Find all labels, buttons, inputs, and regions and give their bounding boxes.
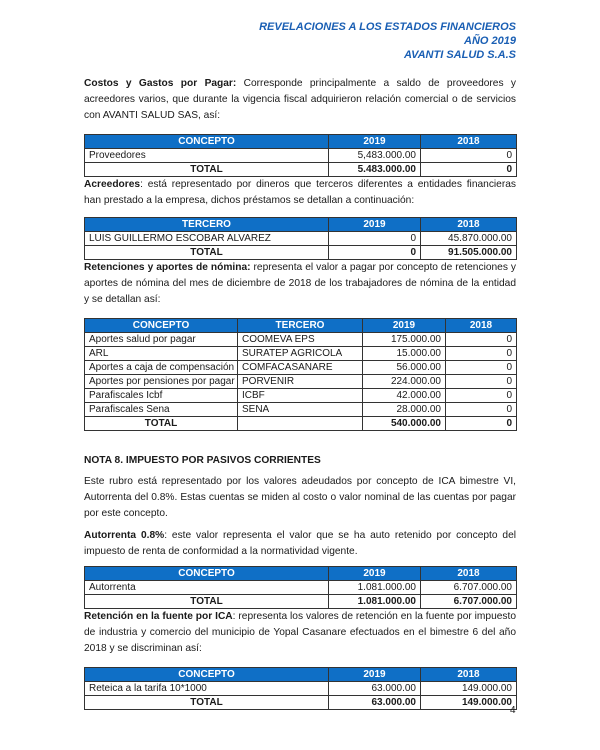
cell: 28.000.00 <box>363 403 446 417</box>
page-content <box>84 76 516 710</box>
cell: LUIS GUILLERMO ESCOBAR ALVAREZ <box>85 232 329 246</box>
cell: 63.000.00 <box>329 682 421 696</box>
cell: ICBF <box>238 389 363 403</box>
document-header <box>259 20 516 62</box>
cell: Parafiscales Sena <box>85 403 238 417</box>
col-header: 2019 <box>363 319 446 333</box>
table-row <box>85 232 517 246</box>
cell: 91.505.000.00 <box>421 246 517 260</box>
cell: Aportes a caja de compensación <box>85 361 238 375</box>
cell: 45.870.000.00 <box>421 232 517 246</box>
cell: Autorrenta <box>85 581 329 595</box>
cell: 0 <box>421 149 517 163</box>
costos-table <box>84 134 517 177</box>
cell: 1.081.000.00 <box>329 595 421 609</box>
total-row <box>85 696 517 710</box>
section-body: Corresponde principalmente a saldo de proveedores y acreedores varios, que durante la vigencia fiscal adquirieron relación comercial o de servicios con AVANTI SALUD SAS, así: <box>84 78 517 121</box>
col-header: 2018 <box>421 218 517 232</box>
cell: 0 <box>421 163 517 177</box>
col-header: 2019 <box>329 218 421 232</box>
cell: TOTAL <box>85 417 238 431</box>
table-row <box>85 581 517 595</box>
cell: Aportes salud por pagar <box>85 333 238 347</box>
cell: 0 <box>446 417 517 431</box>
header-year: AÑO 2019 <box>464 35 516 47</box>
section-body: : representa los valores de retención en la fuente por impuesto de industria y comercio del municipio de Yopal Casanare efectuados en el bimestre 6 del año 2018 y se discriminan así: <box>84 611 516 654</box>
cell: 540.000.00 <box>363 417 446 431</box>
header-company: AVANTI SALUD S.A.S <box>403 49 516 61</box>
reteica-table <box>84 667 517 710</box>
total-row <box>85 417 517 431</box>
cell: 0 <box>446 347 517 361</box>
cell: SURATEP AGRICOLA <box>238 347 363 361</box>
total-row <box>85 163 517 177</box>
cell: 5,483.000.00 <box>329 149 421 163</box>
cell: Reteica a la tarifa 10*1000 <box>85 682 329 696</box>
section-title: Retenciones y aportes de nómina: <box>84 262 251 273</box>
header-title: REVELACIONES A LOS ESTADOS FINANCIEROS <box>259 21 516 33</box>
autorrenta-table <box>84 566 517 609</box>
section-retenciones-text <box>84 260 516 308</box>
total-row <box>85 595 517 609</box>
cell: 0 <box>446 361 517 375</box>
cell: 6.707.000.00 <box>421 581 517 595</box>
cell: TOTAL <box>85 246 329 260</box>
table-row <box>85 403 517 417</box>
section-title: Costos y Gastos por Pagar: <box>84 78 237 89</box>
cell: 0 <box>446 403 517 417</box>
col-header: CONCEPTO <box>85 567 329 581</box>
table-row <box>85 347 517 361</box>
cell: 42.000.00 <box>363 389 446 403</box>
cell: 175.000.00 <box>363 333 446 347</box>
section-reteica-text <box>84 609 516 657</box>
col-header: 2019 <box>329 567 421 581</box>
col-header: 2018 <box>421 668 517 682</box>
section-body: representa el valor a pagar por concepto de retenciones y aportes de nómina del mes de diciembre de 2018 de los trabajadores de nómina de la entidad y se detallan así: <box>84 262 517 305</box>
col-header: TERCERO <box>238 319 363 333</box>
cell: 56.000.00 <box>363 361 446 375</box>
cell: 149.000.00 <box>421 696 517 710</box>
cell: 0 <box>329 246 421 260</box>
cell: ARL <box>85 347 238 361</box>
retenciones-table <box>84 318 517 431</box>
table-row <box>85 149 517 163</box>
col-header: 2018 <box>421 135 517 149</box>
col-header: 2018 <box>421 567 517 581</box>
nota8-heading: NOTA 8. IMPUESTO POR PASIVOS CORRIENTES <box>84 455 321 466</box>
cell: 0 <box>446 375 517 389</box>
cell: PORVENIR <box>238 375 363 389</box>
table-row <box>85 333 517 347</box>
col-header: CONCEPTO <box>85 319 238 333</box>
cell: 6.707.000.00 <box>421 595 517 609</box>
section-title: Retención en la fuente por ICA <box>84 611 233 622</box>
cell: SENA <box>238 403 363 417</box>
table-row <box>85 361 517 375</box>
cell: 224.000.00 <box>363 375 446 389</box>
nota8-text: Este rubro está representado por los valores adeudados por concepto de ICA bimestre VI, Autorrenta del 0.8%. Estas cuentas se miden al costo o valor nominal de las cuentas por pagar por este concepto. <box>84 476 516 519</box>
total-row <box>85 246 517 260</box>
col-header: CONCEPTO <box>85 668 329 682</box>
cell: 1.081.000.00 <box>329 581 421 595</box>
cell: 0 <box>446 333 517 347</box>
col-header: 2019 <box>329 135 421 149</box>
section-title: Autorrenta 0.8% <box>84 530 165 541</box>
cell <box>238 417 363 431</box>
table-row <box>85 389 517 403</box>
cell: TOTAL <box>85 595 329 609</box>
cell: TOTAL <box>85 163 329 177</box>
section-autorrenta-text <box>84 528 516 560</box>
cell: 0 <box>329 232 421 246</box>
cell: COOMEVA EPS <box>238 333 363 347</box>
cell: TOTAL <box>85 696 329 710</box>
section-body: : está representado por dineros que terceros diferentes a entidades financieras han prestado a la empresa, dichos préstamos se detallan a continuación: <box>84 179 516 206</box>
section-title: Acreedores <box>84 179 141 190</box>
cell: COMFACASANARE <box>238 361 363 375</box>
col-header: CONCEPTO <box>85 135 329 149</box>
col-header: TERCERO <box>85 218 329 232</box>
cell: 0 <box>446 389 517 403</box>
cell: 15.000.00 <box>363 347 446 361</box>
section-costos-text <box>84 76 516 124</box>
table-row <box>85 375 517 389</box>
col-header: 2019 <box>329 668 421 682</box>
col-header: 2018 <box>446 319 517 333</box>
acreedores-table <box>84 217 517 260</box>
cell: 5.483.000.00 <box>329 163 421 177</box>
cell: Parafiscales Icbf <box>85 389 238 403</box>
cell: 149.000.00 <box>421 682 517 696</box>
cell: Proveedores <box>85 149 329 163</box>
section-acreedores-text <box>84 177 516 209</box>
table-row <box>85 682 517 696</box>
cell: 63.000.00 <box>329 696 421 710</box>
cell: Aportes por pensiones por pagar <box>85 375 238 389</box>
page-number: 4 <box>510 705 516 716</box>
section-body: : este valor representa el valor que se ha auto retenido por concepto del impuesto de renta de conformidad a la normatividad vigente. <box>84 530 517 557</box>
